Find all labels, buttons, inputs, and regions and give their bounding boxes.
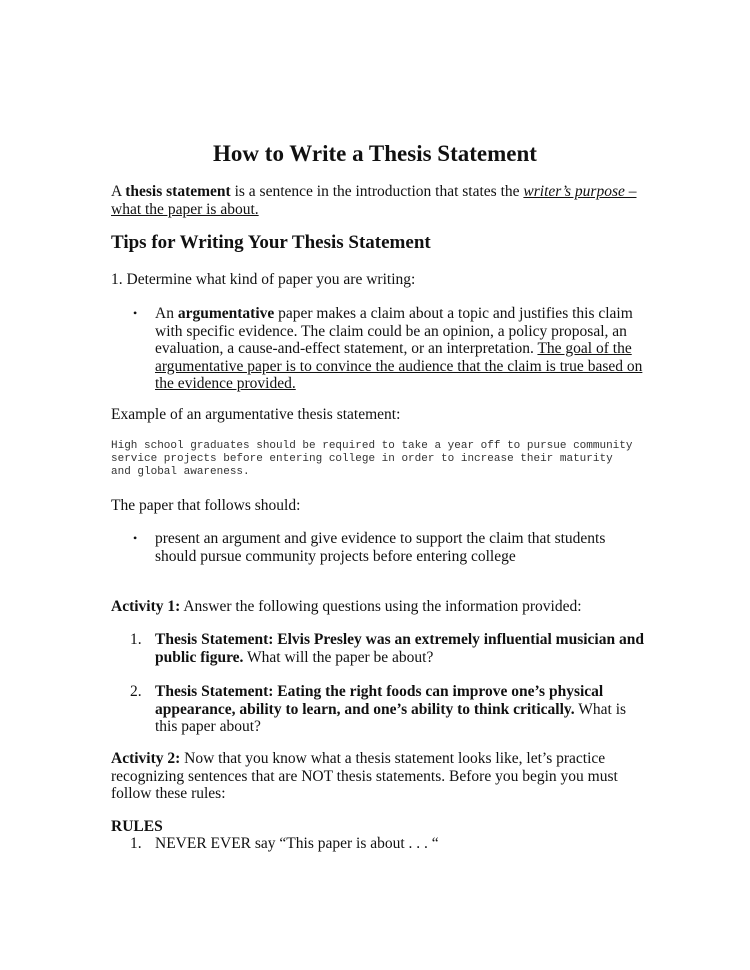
rule-1-number: 1. — [130, 835, 142, 852]
tips-heading: Tips for Writing Your Thesis Statement — [111, 232, 431, 253]
follows-bullet-text: present an argument and give evidence to support the claim that students should pursue community projects before entering college — [155, 530, 606, 565]
intro-text-1: A — [111, 183, 126, 200]
arg-text-2: paper makes a claim about a topic and justifies this claim with specific evidence. The claim could be an opinion, a policy proposal, an evaluation, a cause-and-effect statement, or an interpretation. — [155, 305, 633, 357]
question-2 — [155, 683, 645, 736]
question-1-number: 1. — [130, 631, 142, 648]
question-1-text: What will the paper be about? — [243, 648, 434, 666]
question-2-bold: Thesis Statement: Eating the right foods can improve one’s physical appearance, ability to learn, and one’s ability to think critically. — [155, 683, 604, 718]
intro-text-2: is a sentence in the introduction that states the — [230, 183, 524, 200]
activity-2 — [111, 750, 646, 803]
activity-2-text: Now that you know what a thesis statement looks like, let’s practice recognizing sentences that are NOT thesis statements. Before you begin you must follow these rules: — [111, 750, 618, 802]
bullet-icon: • — [133, 531, 138, 545]
intro-underlined-1: writer’s purpose – — [523, 183, 637, 200]
example-label: Example of an argumentative thesis statement: — [111, 406, 401, 423]
intro-paragraph — [111, 183, 646, 218]
rule-1-text: NEVER EVER say “This paper is about . . . “ — [155, 835, 439, 852]
intro-underlined-2: what the paper is about. — [111, 200, 259, 218]
activity-1-label: Activity 1: — [111, 598, 181, 615]
arg-bold-term: argumentative — [177, 305, 275, 322]
question-2-text: What is this paper about? — [155, 700, 627, 735]
activity-1 — [111, 598, 646, 616]
follows-label: The paper that follows should: — [111, 497, 301, 514]
step-1: 1. Determine what kind of paper you are writing: — [111, 271, 416, 288]
question-1 — [155, 631, 645, 666]
example-thesis-code: High school graduates should be required to take a year off to pursue community service projects before entering college in order to increase their maturity and global awareness. — [111, 440, 633, 478]
arg-text-1: An — [155, 305, 178, 322]
argumentative-paragraph — [155, 305, 645, 393]
question-2-number: 2. — [130, 683, 142, 700]
activity-1-text: Answer the following questions using the information provided: — [180, 598, 582, 615]
activity-2-label: Activity 2: — [111, 750, 181, 767]
question-1-bold: Thesis Statement: Elvis Presley was an extremely influential musician and public figure. — [155, 631, 644, 666]
rules-heading: RULES — [111, 818, 163, 835]
page-title: How to Write a Thesis Statement — [213, 141, 537, 166]
arg-underlined-goal: The goal of the argumentative paper is to convince the audience that the claim is true based on the evidence provided. — [155, 340, 643, 392]
bullet-icon: • — [133, 306, 138, 320]
intro-bold-term: thesis statement — [125, 183, 231, 200]
